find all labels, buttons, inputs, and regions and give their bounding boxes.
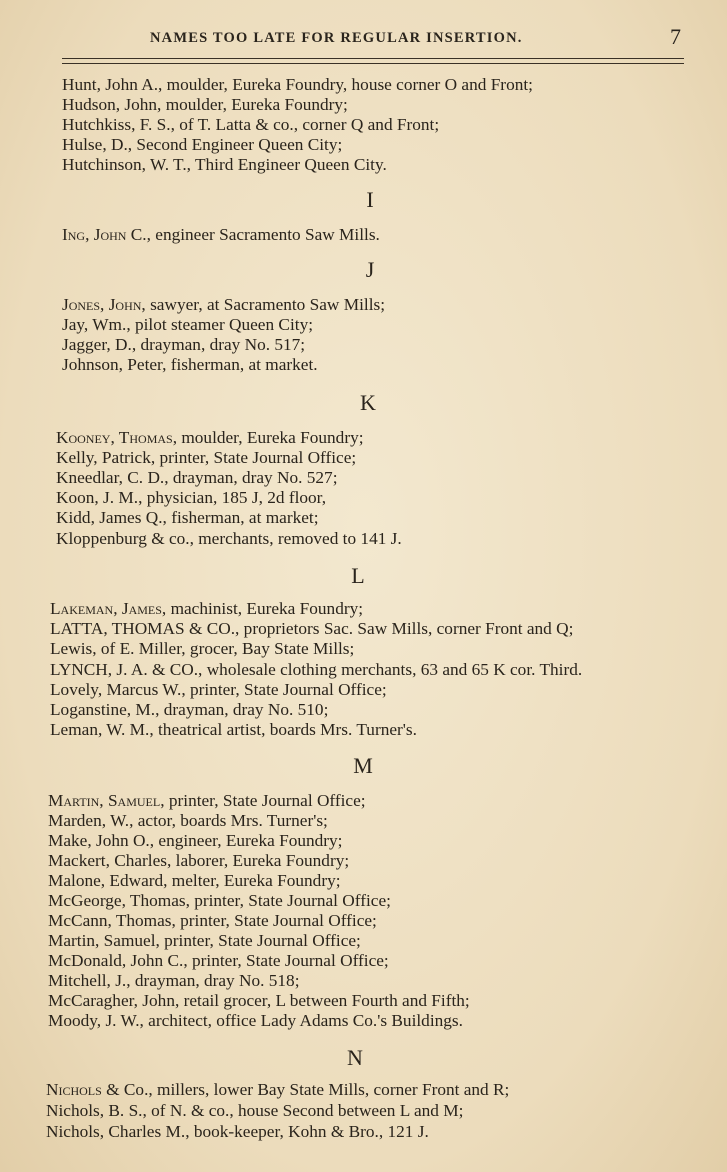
entry-line: [62, 225, 380, 245]
section-heading-i: I: [366, 187, 374, 212]
entry-lead-name: Lakeman, James,: [50, 599, 167, 618]
entry-line: Nichols, B. S., of N. & co., house Second between L and M;: [46, 1101, 464, 1120]
entry-text: sawyer, at Sacramento Saw Mills;: [145, 295, 386, 314]
entry-text: printer, State Journal Office;: [164, 791, 366, 810]
entry-lead-name: Kooney, Thomas,: [56, 428, 178, 447]
entry-line: Moody, J. W., architect, office Lady Adams Co.'s Buildings.: [48, 1011, 463, 1030]
entry-line: Martin, Samuel, printer, State Journal Office;: [48, 931, 361, 950]
entry-line: Hunt, John A., moulder, Eureka Foundry, house corner O and Front;: [62, 75, 533, 94]
page-number: 7: [670, 24, 681, 49]
section-heading-m: M: [353, 753, 373, 778]
running-title: NAMES TOO LATE FOR REGULAR INSERTION.: [150, 30, 523, 46]
entry-lead-name: Jones, John,: [62, 295, 146, 314]
entry-line: McCaragher, John, retail grocer, L between Fourth and Fifth;: [48, 991, 470, 1010]
entry-line: Make, John O., engineer, Eureka Foundry;: [48, 831, 343, 850]
entry-lead-name: Ing, John C.,: [62, 225, 151, 244]
entry-line: Kloppenburg & co., merchants, removed to 141 J.: [56, 529, 402, 548]
entry-line: [50, 599, 363, 619]
entry-line: Loganstine, M., drayman, dray No. 510;: [50, 700, 329, 719]
entry-line: Hudson, John, moulder, Eureka Foundry;: [62, 95, 348, 114]
entry-line: Malone, Edward, melter, Eureka Foundry;: [48, 871, 341, 890]
entry-line: Marden, W., actor, boards Mrs. Turner's;: [48, 811, 328, 830]
entry-line: McDonald, John C., printer, State Journal Office;: [48, 951, 389, 970]
entry-line: Jagger, D., drayman, dray No. 517;: [62, 335, 306, 354]
entry-line: Johnson, Peter, fisherman, at market.: [62, 355, 318, 374]
entry-line: Mitchell, J., drayman, dray No. 518;: [48, 971, 300, 990]
entry-lead-name: Martin, Samuel,: [48, 791, 165, 810]
entry-line: [48, 791, 366, 811]
entry-line: Jay, Wm., pilot steamer Queen City;: [62, 315, 314, 334]
entry-line: LATTA, THOMAS & CO., proprietors Sac. Saw Mills, corner Front and Q;: [50, 619, 574, 638]
entry-line: Mackert, Charles, laborer, Eureka Foundry;: [48, 851, 350, 870]
entry-line: Kneedlar, C. D., drayman, dray No. 527;: [56, 468, 338, 487]
entry-line: Koon, J. M., physician, 185 J, 2d floor,: [56, 488, 327, 507]
entry-line: Nichols, Charles M., book-keeper, Kohn & Bro., 121 J.: [46, 1122, 429, 1141]
entry-text: engineer Sacramento Saw Mills.: [150, 225, 380, 244]
entry-text: machinist, Eureka Foundry;: [166, 599, 364, 618]
entry-line: Hulse, D., Second Engineer Queen City;: [62, 135, 343, 154]
entry-line: McCann, Thomas, printer, State Journal Office;: [48, 911, 377, 930]
entry-line: [46, 1080, 509, 1100]
header-rule-top: [62, 58, 684, 59]
entry-line: Lovely, Marcus W., printer, State Journal Office;: [50, 680, 387, 699]
entry-line: Leman, W. M., theatrical artist, boards Mrs. Turner's.: [50, 720, 417, 739]
section-heading-l: L: [351, 563, 365, 588]
section-heading-n: N: [347, 1045, 363, 1070]
entry-line: Kelly, Patrick, printer, State Journal Office;: [56, 448, 357, 467]
section-heading-k: K: [360, 390, 376, 415]
entry-line: [62, 295, 385, 315]
entry-line: Hutchinson, W. T., Third Engineer Queen City.: [62, 155, 387, 174]
entry-text: & Co., millers, lower Bay State Mills, corner Front and R;: [101, 1080, 510, 1099]
header-rule-bottom: [62, 63, 684, 64]
entry-line: Kidd, James Q., fisherman, at market;: [56, 508, 319, 527]
entry-line: [56, 428, 364, 448]
entry-line: LYNCH, J. A. & CO., wholesale clothing merchants, 63 and 65 K cor. Third.: [50, 660, 583, 679]
entry-lead-name: Nichols: [46, 1080, 102, 1099]
section-heading-j: J: [365, 257, 375, 282]
entry-line: Lewis, of E. Miller, grocer, Bay State Mills;: [50, 639, 355, 658]
entry-text: moulder, Eureka Foundry;: [177, 428, 364, 447]
entry-line: McGeorge, Thomas, printer, State Journal Office;: [48, 891, 391, 910]
entry-line: Hutchkiss, F. S., of T. Latta & co., corner Q and Front;: [62, 115, 440, 134]
